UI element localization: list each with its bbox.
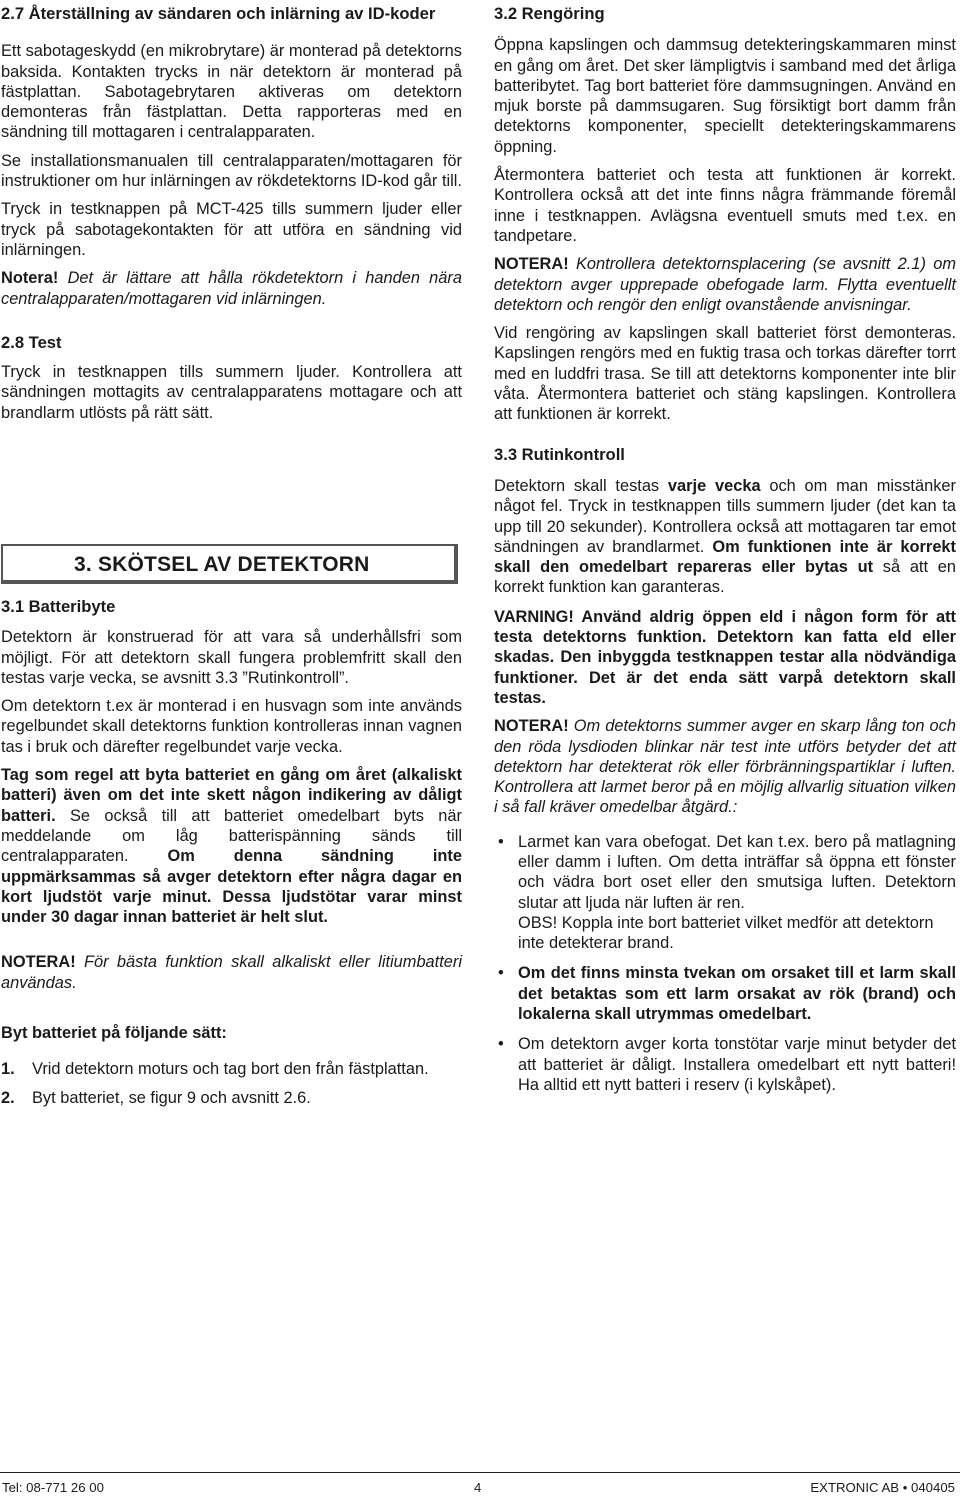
right-column bbox=[494, 4, 956, 1095]
bullet-icon: • bbox=[498, 1035, 504, 1054]
paragraph: Se installationsmanualen till centralapparaten/mottagaren för instruktioner om hur inlärningen av rökdetektorns ID-kod går till. bbox=[1, 151, 462, 191]
note-text: Det är lättare att hålla rökdetektorn i handen nära centralapparaten/mottagaren vid inlärningen. bbox=[1, 269, 462, 308]
footer-phone: Tel: 08-771 26 00 bbox=[2, 1480, 104, 1495]
note-text: För bästa funktion skall alkaliskt eller litiumbatteri användas. bbox=[1, 953, 462, 992]
note-label: Notera! bbox=[1, 269, 59, 288]
step-list bbox=[1, 1059, 462, 1108]
note-label: NOTERA! bbox=[1, 953, 76, 972]
bullet-text: Larmet kan vara obefogat. Det kan t.ex. bero på matlagning eller damm i luften. Om detta inträffar så öppna ett fönster och vädra bort oset eller den smutsiga luften. Detektorn slutar att ljuda när luften är ren. bbox=[518, 832, 956, 912]
warning-paragraph: VARNING! Använd aldrig öppen eld i någon form för att testa detektorns funktion. Detektorn kan fatta eld eller skadas. Den inbyggda testknappen testar alla nödvändiga funktioner. Det är det enda sätt varpå detektorn skall testas. bbox=[494, 607, 956, 707]
normal-text: Detektorn skall testas bbox=[494, 476, 668, 495]
section-heading-2-8: 2.8 Test bbox=[1, 332, 62, 352]
paragraph: Vid rengöring av kapslingen skall batteriet först demonteras. Kapslingen rengörs med en fuktig trasa och torkas därefter torrt med en luddfri trasa. Se till att detektorns komponenter inte blir våta. Återmontera batteriet och stäng kapslingen. Kontrollera att funktionen är korrekt. bbox=[494, 324, 956, 424]
list-item bbox=[1, 1088, 462, 1108]
note-label: NOTERA! bbox=[494, 255, 569, 274]
paragraph: Öppna kapslingen och dammsug detekteringskammaren minst en gång om året. Det sker lämpligtvis i samband med det årliga batteribytet. Tag bort batteriet före dammsugningen. Använd en mjuk borste på dammsugaren. Sug försiktigt bort damm från detektorns komponenter, speciellt detekteringskammarens öppning. bbox=[494, 36, 956, 156]
bold-text: varje vecka bbox=[667, 476, 761, 495]
paragraph: Återmontera batteriet och testa att funktionen är korrekt. Kontrollera också att det inte finns några främmande föremål inne i testknappen. Avlägsna eventuell smuts med t.ex. en tandpetare. bbox=[494, 166, 956, 245]
step-number: 1. bbox=[1, 1060, 15, 1079]
bullet-obs: OBS! Koppla inte bort batteriet vilket medför att detektorn inte detekterar brand. bbox=[518, 913, 934, 953]
bold-text: Tag som regel att byta batteriet en gång om året (alkaliskt batteri) även om det inte skett någon indikering av dåligt batteri. bbox=[1, 766, 462, 825]
bold-text: Om funktionen inte är korrekt skall den omedelbart repareras eller bytas ut bbox=[494, 537, 957, 577]
bullet-list bbox=[494, 832, 956, 1096]
bullet-icon: • bbox=[498, 964, 504, 983]
paragraph: Tryck in testknappen på MCT-425 tills summern ljuder eller tryck på sabotagekontakten för att utföra en sändning vid inlärningen. bbox=[1, 200, 462, 259]
list-item bbox=[1, 1059, 462, 1079]
footer-company: EXTRONIC AB • 040405 bbox=[810, 1480, 955, 1495]
normal-text: och om man misstänker något fel. Tryck in testknappen tills summern ljuder (det kan ta upp till 20 sekunder). Kontrollera också att mottagaren tar emot sändningen av brandlarmet. bbox=[494, 476, 956, 556]
section-heading-3-2: 3.2 Rengöring bbox=[494, 4, 605, 23]
note-text: Om detektorns summer avger en skarp lång ton och den röda lysdioden blinkar när test inte utförs betyder det att detektorn har detekterat rök eller förbränningspartiklar i luften. Kontrollera att larmet beror på en möjlig allvarlig situation vilken i så fall kräver omedelbar åtgärd.: bbox=[494, 717, 956, 817]
paragraph bbox=[1, 765, 462, 927]
note-paragraph bbox=[1, 952, 462, 993]
list-item bbox=[494, 832, 956, 954]
note-paragraph bbox=[494, 716, 956, 817]
chapter-heading: 3. SKÖTSEL AV DETEKTORN bbox=[74, 553, 370, 576]
note-paragraph bbox=[1, 268, 462, 309]
bold-text: Om denna sändning inte uppmärksammas så avger detektorn efter några dagar en kort ljudstöt varje minut. Dessa ljudstötar varar minst under 30 dagar innan batteriet är helt slut. bbox=[1, 847, 462, 927]
step-number: 2. bbox=[1, 1088, 15, 1107]
note-label: NOTERA! bbox=[494, 717, 569, 736]
normal-text: så att en korrekt funktion kan garanteras. bbox=[494, 558, 956, 597]
paragraph bbox=[494, 476, 956, 598]
paragraph: Ett sabotageskydd (en mikrobrytare) är monterad på detektorns baksida. Kontakten trycks in när detektorn är monterad på fästplattan. Sabotagebrytaren aktiveras om detektorn demonteras från fästplattan. Detta rapporteras med en sändning till mottagaren i centralapparaten. bbox=[1, 42, 462, 142]
bullet-text: Om detektorn avger korta tonstötar varje minut betyder det att batteriet är dåligt. Installera omedelbart ett nytt batteri! Ha alltid ett nytt batteri i reserv (i kylskåpet). bbox=[518, 1035, 956, 1094]
bullet-text: Om det finns minsta tvekan om orsaket till et larm skall det betaktas som ett larm orsakat av rök (brand) och lokalerna skall utrymmas omedelbart. bbox=[518, 964, 956, 1024]
chapter-heading-box bbox=[1, 544, 458, 584]
left-column bbox=[1, 4, 462, 423]
section-heading-3-3: 3.3 Rutinkontroll bbox=[494, 444, 625, 464]
subheading: Byt batteriet på följande sätt: bbox=[1, 1024, 227, 1043]
bullet-icon: • bbox=[498, 832, 504, 851]
list-item bbox=[494, 963, 956, 1024]
list-item bbox=[494, 1034, 956, 1095]
step-text: Vrid detektorn moturs och tag bort den från fästplattan. bbox=[32, 1060, 429, 1079]
paragraph: Tryck in testknappen tills summern ljuder. Kontrollera att sändningen mottagits av centralapparatens mottagare och att brandlarm utlösts på rätt sätt. bbox=[1, 363, 462, 422]
paragraph: Om detektorn t.ex är monterad i en husvagn som inte används regelbundet skall detektorns funktion kontrolleras innan vagnen tas i bruk och därefter regelbundet varje vecka. bbox=[1, 697, 462, 756]
section-heading-3-1: 3.1 Batteribyte bbox=[1, 597, 116, 616]
step-text: Byt batteriet, se figur 9 och avsnitt 2.6. bbox=[32, 1088, 311, 1107]
page-footer bbox=[0, 1472, 960, 1496]
section-heading-2-7: 2.7 Återställning av sändaren och inlärning av ID-koder bbox=[1, 4, 436, 23]
left-column-lower bbox=[1, 597, 462, 1108]
note-text: Kontrollera detektornsplacering (se avsnitt 2.1) om detektorn avger upprepade obefogade larm. Flytta eventuellt detektorn och rengör den enligt ovanstående anvisningar. bbox=[494, 255, 956, 314]
paragraph: Detektorn är konstruerad för att vara så underhållsfri som möjligt. För att detektorn skall fungera problemfritt skall den testas varje vecka, se avsnitt 3.3 ”Rutinkontroll”. bbox=[1, 628, 462, 687]
note-paragraph bbox=[494, 254, 956, 315]
normal-text: Se också till att batteriet omedelbart byts när meddelande om låg batterispänning sänds till centralapparaten. bbox=[1, 806, 462, 866]
page-number: 4 bbox=[474, 1480, 482, 1495]
